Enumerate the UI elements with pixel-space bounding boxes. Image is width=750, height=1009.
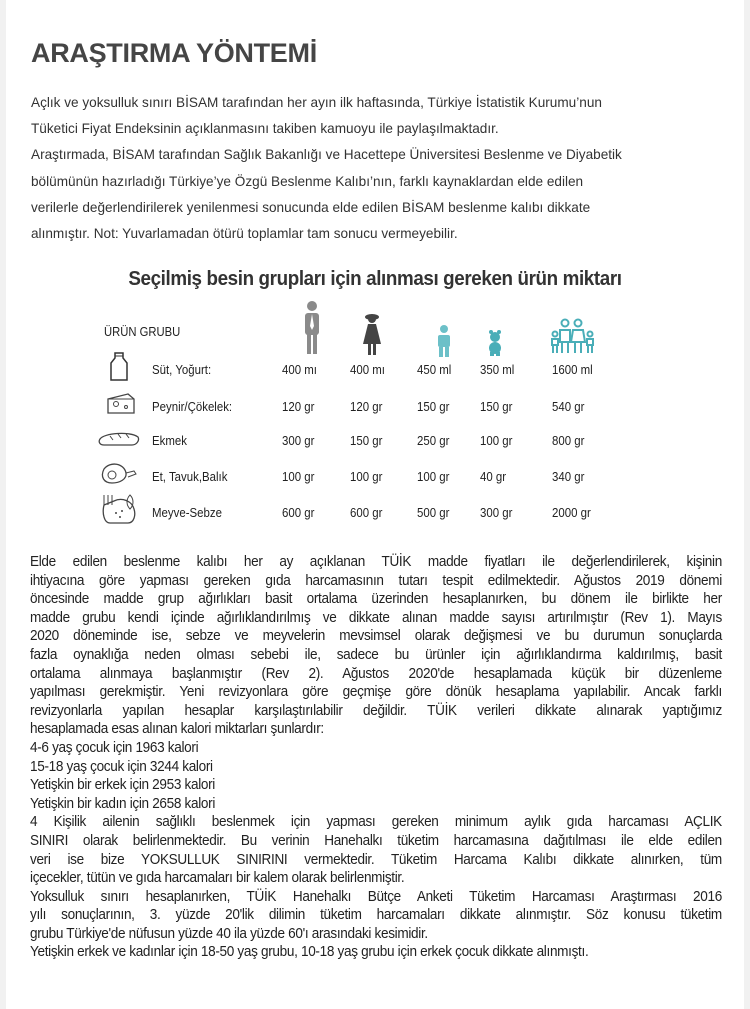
paragraph (30, 758, 722, 777)
meat-icon (98, 457, 140, 489)
intro-line: verilerle değerlendirilerek yenilenmesi sonucunda elde edilen BİSAM beslenme kalıbı dikkate (31, 199, 591, 215)
intro-line: Açlık ve yoksulluk sınırı BİSAM tarafından her ayın ilk haftasında, Türkiye İstatistik Kurumu’nun (31, 95, 602, 110)
milk-bottle-icon (98, 350, 140, 382)
food-quantity-table (0, 300, 750, 540)
intro-line: Tüketici Fiyat Endeksinin açıklanmasını takiben kamuoyu ile paylaşılmaktadır. (31, 121, 499, 137)
cell-value: 300 gr (480, 505, 513, 520)
paragraph (30, 553, 722, 739)
table-title: Seçilmiş besin grupları için alınması gereken ürün miktarı (128, 268, 622, 290)
cell-value: 500 gr (417, 505, 450, 520)
row-label: Süt, Yoğurt: (152, 362, 212, 377)
cell-value: 100 gr (480, 433, 513, 448)
cell-value: 250 gr (417, 433, 450, 448)
text-line: veri ise bize YOKSULLUK SINIRINI vermektedir. Tüketim Harcama Kalıbı dikkate alınırken, tüm (30, 851, 722, 868)
paragraph (30, 943, 722, 962)
paragraph (30, 739, 722, 758)
text-line: hesaplamada esas alınan kalori miktarları şunlardır: (30, 721, 324, 738)
text-line: Yetişkin bir kadın için 2658 kalori (30, 795, 216, 812)
cell-value: 100 gr (282, 469, 315, 484)
page-title: ARAŞTIRMA YÖNTEMİ (31, 38, 317, 68)
cell-value: 450 ml (417, 362, 452, 377)
baby-icon (487, 330, 503, 356)
row-label: Ekmek (152, 433, 187, 448)
cell-value: 1600 ml (552, 362, 593, 377)
cell-value: 400 mı (282, 362, 317, 377)
text-line: madde grubu kendi içinde ağırlıklandırılmış ve dikkate alınan madde sayısı artırılmıştır (Rev 1). Mayıs (30, 609, 722, 626)
paragraph (30, 813, 722, 887)
paragraph (30, 888, 722, 944)
family-icon (550, 317, 596, 355)
cell-value: 800 gr (552, 433, 585, 448)
paragraph (30, 795, 722, 814)
cell-value: 350 ml (480, 362, 515, 377)
text-line: Yetişkin bir erkek için 2953 kalori (30, 777, 216, 794)
cell-value: 150 gr (417, 399, 450, 414)
row-label: Peynir/Çökelek: (152, 399, 233, 414)
text-line: revizyonlarla yapılan hesaplar karşılaştırılabilir değildir. TÜİK verileri dikkate alınarak yaptığımız (30, 702, 722, 719)
text-line: ortalama alınmaya başlanmıştır (Rev 2). Ağustos 2020'de hesaplamada küçük bir düzenleme (30, 665, 722, 682)
cell-value: 120 gr (282, 399, 315, 414)
column-header-product-group: ÜRÜN GRUBU (104, 325, 181, 339)
bread-icon (98, 421, 140, 453)
cell-value: 300 gr (282, 433, 315, 448)
text-line: fazla oynaklığa neden olması sebebi ile, sadece bu ürünler için ağırlıklandırma kaldırılmış, basit (30, 646, 722, 663)
text-line: yılı sonuçlarının, 3. yüzde 20'lik dilimin tüketim harcamaları dikkate alınmıştır. Söz konusu tüketim (30, 907, 722, 924)
cell-value: 40 gr (480, 469, 507, 484)
intro-line: alınmıştır. Not: Yuvarlamadan ötürü toplamlar tam sonucu vermeyebilir. (31, 226, 458, 242)
cell-value: 100 gr (417, 469, 450, 484)
cell-value: 600 gr (282, 505, 315, 520)
cell-value: 120 gr (350, 399, 383, 414)
cell-value: 100 gr (350, 469, 383, 484)
intro-line: Araştırmada, BİSAM tarafından Sağlık Bakanlığı ve Hacettepe Üniversitesi Beslenme ve Diyabetik (31, 147, 622, 163)
text-line: Elde edilen beslenme kalıbı her ay açıklanan TÜİK madde fiyatları ile değerlendirilerek, kişinin (30, 554, 722, 570)
intro-text (31, 90, 721, 247)
cell-value: 2000 gr (552, 505, 591, 520)
row-label: Meyve-Sebze (152, 505, 222, 520)
man-icon (300, 300, 324, 356)
child-icon (436, 325, 452, 357)
text-line: ihtiyacına göre yapması gereken gıda harcamasının tutarı tespit edilmektedir. Ağustos 2019 dönemi (30, 572, 722, 589)
cell-value: 340 gr (552, 469, 585, 484)
cell-value: 150 gr (350, 433, 383, 448)
woman-icon (360, 312, 384, 356)
cheese-icon (98, 387, 140, 419)
text-line: Yetişkin erkek ve kadınlar için 18-50 yaş grubu, 10-18 yaş grubu için erkek çocuk dikkate alınmıştı. (30, 944, 589, 961)
text-line: öncesinde madde grup ağırlıkları basit ortalama üzerinden hesaplanırken, bu dönem ile birlikte her (30, 591, 722, 608)
paragraph (30, 776, 722, 795)
cell-value: 150 gr (480, 399, 513, 414)
text-line: 4-6 yaş çocuk için 1963 kalori (30, 739, 199, 756)
body-text (30, 553, 722, 962)
text-line: yapılması gerekmiştir. Yeni revizyonlara göre geçmişe göre dönük hesaplama yapılabilir. Ancak farklı (30, 684, 722, 701)
text-line: SINIRI olarak belirlenmektedir. Bu verinin Hanehalkı tüketim harcamasına dağıtılması ile elde edilen (30, 832, 722, 849)
table-row (0, 505, 750, 535)
text-line: 15-18 yaş çocuk için 3244 kalori (30, 758, 213, 775)
text-line: grubu Türkiye'de nüfusun yüzde 40 ila yüzde 60'ı arasındaki kesimidir. (30, 925, 428, 942)
cell-value: 400 mı (350, 362, 385, 377)
text-line: Yoksulluk sınırı hesaplanırken, TÜİK Hanehalkı Bütçe Anketi Tüketim Harcaması Araştırması 2016 (30, 888, 722, 905)
cell-value: 600 gr (350, 505, 383, 520)
text-line: 2020 döneminde ise, sebze ve meyvelerin mevsimsel olarak değişmesi ve bu durumun sonuçlarda (30, 628, 722, 645)
text-line: içecekler, tütün ve gıda harcamaları bir kalem olarak belirlenmiştir. (30, 870, 405, 887)
intro-line: bölümünün hazırladığı Türkiye’ye Özgü Beslenme Kalıbı’nın, farklı kaynaklardan elde edilen (31, 173, 584, 189)
vegetables-icon (98, 493, 140, 525)
cell-value: 540 gr (552, 399, 585, 414)
text-line: 4 Kişilik ailenin sağlıklı beslenmek için yapması gereken minimum aylık gıda harcaması AÇLIK (30, 814, 722, 831)
row-label: Et, Tavuk,Balık (152, 469, 228, 484)
